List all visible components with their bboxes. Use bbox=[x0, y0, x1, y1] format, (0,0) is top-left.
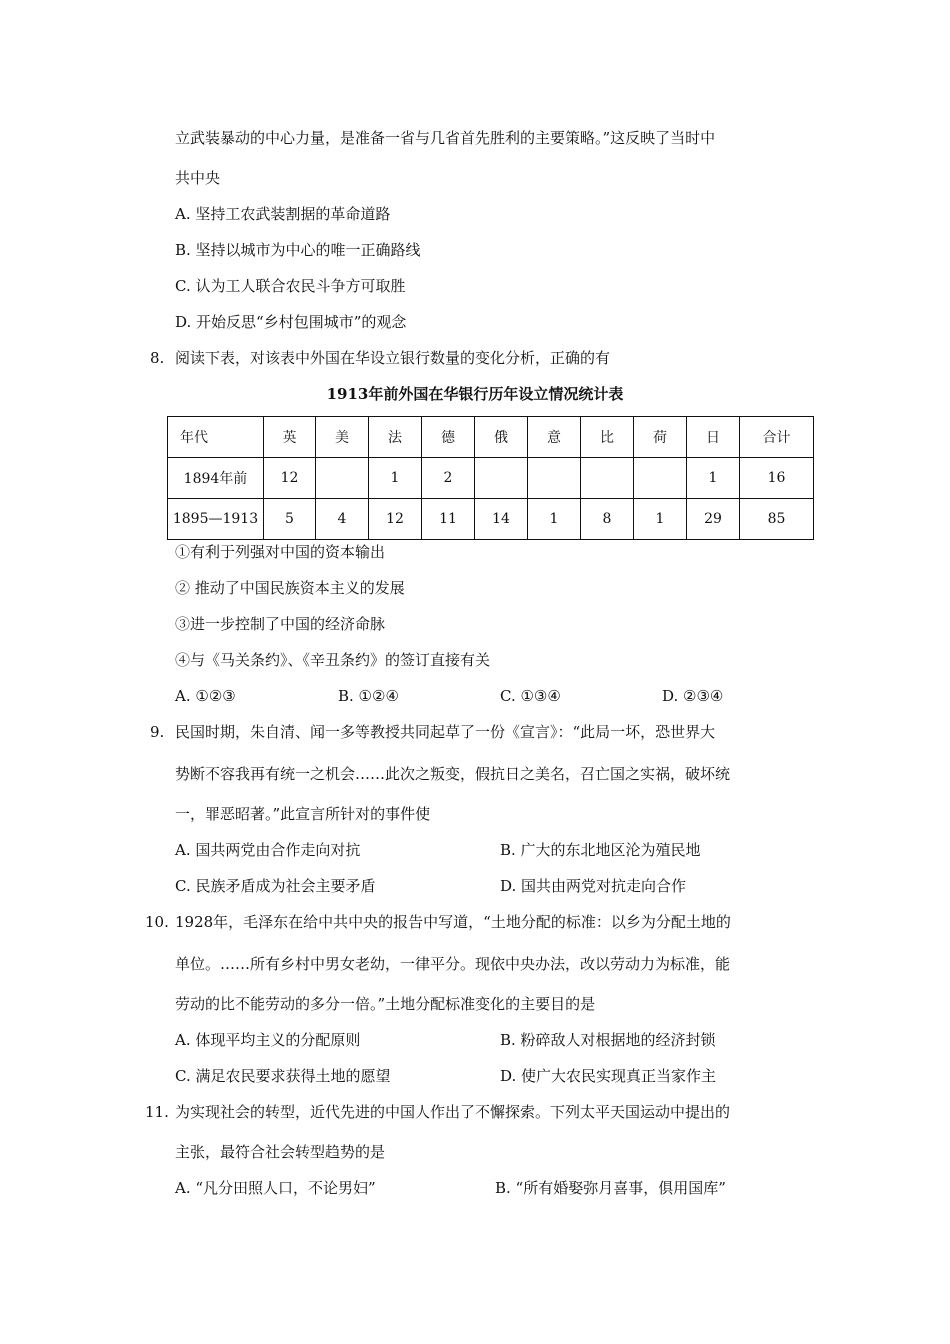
header-cell: 荷 bbox=[634, 417, 687, 458]
q10-option-a: A. 体现平均主义的分配原则 bbox=[175, 1031, 361, 1049]
q8-statement-4: ④与《马关条约》、《辛丑条约》的签订直接有关 bbox=[175, 651, 491, 669]
table-cell bbox=[634, 458, 687, 499]
header-cell: 俄 bbox=[475, 417, 528, 458]
table-title: 1913年前外国在华银行历年设立情况统计表 bbox=[326, 385, 624, 403]
table-cell: 5 bbox=[264, 499, 316, 540]
q10-option-b: B. 粉碎敌人对根据地的经济封锁 bbox=[500, 1031, 716, 1049]
header-cell: 美 bbox=[316, 417, 369, 458]
table-cell: 1 bbox=[528, 499, 581, 540]
header-cell: 年代 bbox=[168, 417, 264, 458]
table-cell: 1895—1913 bbox=[168, 499, 264, 540]
q7-stem-line-1: 立武装暴动的中心力量，是准备一省与几省首先胜利的主要策略。”这反映了当时中 bbox=[175, 129, 716, 147]
table-cell: 14 bbox=[475, 499, 528, 540]
table-cell: 29 bbox=[687, 499, 740, 540]
table-cell: 2 bbox=[422, 458, 475, 499]
table-cell bbox=[528, 458, 581, 499]
q10-number: 10. bbox=[145, 913, 169, 931]
q9-option-a: A. 国共两党由合作走向对抗 bbox=[175, 841, 361, 859]
q9-option-b: B. 广大的东北地区沦为殖民地 bbox=[500, 841, 701, 859]
q8-option-c: C. ①③④ bbox=[500, 687, 561, 705]
q10-option-d: D. 使广大农民实现真正当家作主 bbox=[500, 1067, 717, 1085]
table-header-row bbox=[168, 417, 814, 458]
header-cell: 比 bbox=[581, 417, 634, 458]
header-cell: 意 bbox=[528, 417, 581, 458]
table-cell bbox=[316, 458, 369, 499]
bank-table bbox=[167, 416, 814, 540]
table-cell: 1 bbox=[687, 458, 740, 499]
q7-option-b: B. 坚持以城市为中心的唯一正确路线 bbox=[175, 241, 421, 259]
q10-option-c: C. 满足农民要求获得土地的愿望 bbox=[175, 1067, 391, 1085]
q9-option-c: C. 民族矛盾成为社会主要矛盾 bbox=[175, 877, 376, 895]
table-cell: 16 bbox=[740, 458, 814, 499]
q8-statement-1: ①有利于列强对中国的资本输出 bbox=[175, 543, 386, 561]
q7-stem-line-2: 共中央 bbox=[175, 169, 221, 187]
q8-statement-3: ③进一步控制了中国的经济命脉 bbox=[175, 615, 386, 633]
q11-stem-line-2: 主张，最符合社会转型趋势的是 bbox=[175, 1143, 386, 1161]
q8-option-d: D. ②③④ bbox=[662, 687, 724, 705]
table-cell bbox=[581, 458, 634, 499]
header-cell: 英 bbox=[264, 417, 316, 458]
table-cell: 4 bbox=[316, 499, 369, 540]
q8-option-b: B. ①②④ bbox=[338, 687, 399, 705]
table-cell: 12 bbox=[264, 458, 316, 499]
header-cell: 合计 bbox=[740, 417, 814, 458]
q7-option-a: A. 坚持工农武装割据的革命道路 bbox=[175, 205, 391, 223]
q10-stem-line-2: 单位。……所有乡村中男女老幼，一律平分。现依中央办法，改以劳动力为标准，能 bbox=[175, 955, 731, 973]
table-cell: 1894年前 bbox=[168, 458, 264, 499]
q7-option-d: D. 开始反思“乡村包围城市”的观念 bbox=[175, 313, 407, 331]
header-cell: 法 bbox=[369, 417, 422, 458]
q10-stem-line-1: 1928年，毛泽东在给中共中央的报告中写道，“土地分配的标准：以乡为分配土地的 bbox=[175, 913, 731, 931]
q9-number: 9. bbox=[150, 723, 165, 741]
table-cell: 12 bbox=[369, 499, 422, 540]
table-row bbox=[168, 458, 814, 499]
q8-option-a: A. ①②③ bbox=[175, 687, 236, 705]
q11-number: 11. bbox=[145, 1103, 169, 1121]
q9-stem-line-3: 一，罪恶昭著。”此宣言所针对的事件使 bbox=[175, 805, 431, 823]
header-cell: 德 bbox=[422, 417, 475, 458]
table-cell: 11 bbox=[422, 499, 475, 540]
q10-stem-line-3: 劳动的比不能劳动的多分一倍。”土地分配标准变化的主要目的是 bbox=[175, 995, 596, 1013]
q9-stem-line-2: 势断不容我再有统一之机会……此次之叛变，假抗日之美名，召亡国之实祸，破坏统 bbox=[175, 765, 731, 783]
table-cell: 1 bbox=[369, 458, 422, 499]
table-cell: 8 bbox=[581, 499, 634, 540]
table-row bbox=[168, 499, 814, 540]
q11-option-b: B. “所有婚娶弥月喜事，俱用国库” bbox=[495, 1179, 726, 1197]
table-cell bbox=[475, 458, 528, 499]
table-cell: 1 bbox=[634, 499, 687, 540]
table-cell: 85 bbox=[740, 499, 814, 540]
q8-statement-2: ② 推动了中国民族资本主义的发展 bbox=[175, 579, 405, 597]
q8-stem: 阅读下表，对该表中外国在华设立银行数量的变化分析，正确的有 bbox=[175, 349, 611, 367]
q9-stem-line-1: 民国时期，朱自清、闻一多等教授共同起草了一份《宣言》：“此局一坏，恐世界大 bbox=[175, 723, 716, 741]
header-cell: 日 bbox=[687, 417, 740, 458]
q11-option-a: A. “凡分田照人口，不论男妇” bbox=[175, 1179, 376, 1197]
q9-option-d: D. 国共由两党对抗走向合作 bbox=[500, 877, 687, 895]
q8-number: 8. bbox=[150, 349, 165, 367]
q7-option-c: C. 认为工人联合农民斗争方可取胜 bbox=[175, 277, 406, 295]
q11-stem-line-1: 为实现社会的转型，近代先进的中国人作出了不懈探索。下列太平天国运动中提出的 bbox=[175, 1103, 731, 1121]
